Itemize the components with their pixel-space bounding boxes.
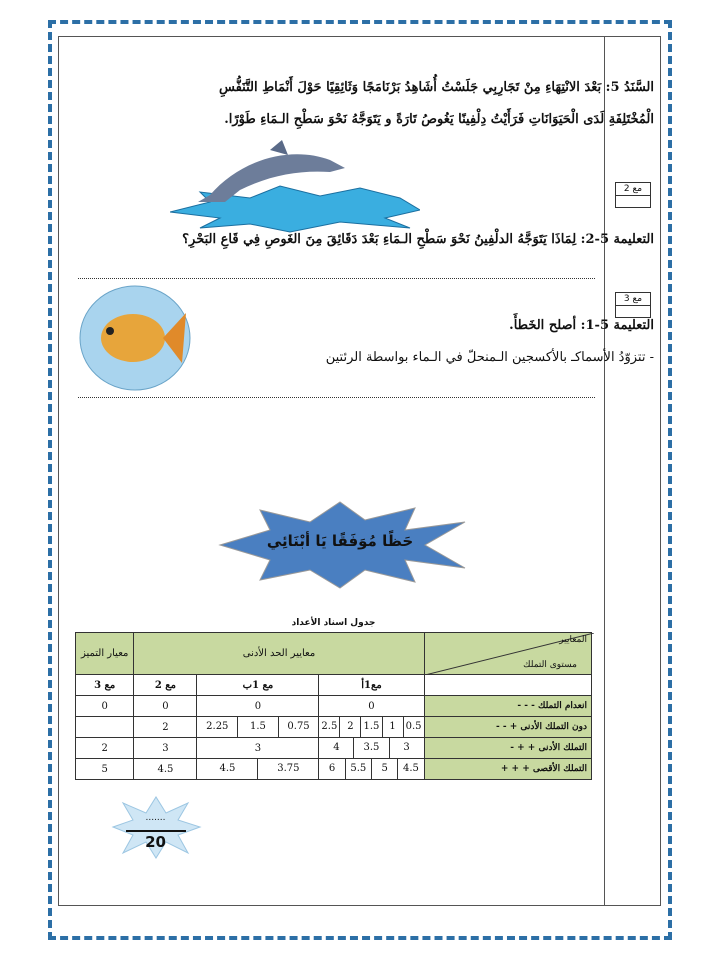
fish-image xyxy=(78,283,193,393)
table-row: التملك الأدنى + + - 3 3.5 4 3 3 2 xyxy=(76,738,592,759)
min-criteria-header: معايير الحد الأدنى xyxy=(134,633,424,675)
answer-line[interactable] xyxy=(78,397,595,398)
grade-box-m2: مع 2 xyxy=(615,182,651,208)
sanad-line-1: السَّنَدُ 5: بَعْدَ الانْتِهَاءِ مِنْ تَجَارِبِي جَلَسْتُ أُشَاهِدُ بَرْنَامَجًا وَثَائِقِيًا حَوْلَ أَنْمَاطِ التَّنَفُّسِ xyxy=(219,80,654,95)
instruction-5-2: التعليمة 5-2: لِمَاذَا يَتَوَجَّهُ الدلْفِينُ نَحْوَ سَطْحِ الـمَاءِ بَعْدَ دَقَائِقَ مِنَ الغَوصِ فِي قَاعِ البَحْرِ؟ xyxy=(182,232,654,247)
answer-line[interactable] xyxy=(78,278,595,279)
good-luck-banner: حَظًا مُوَفَقًا يَا أبْنَائِي xyxy=(200,500,480,590)
sanad-line-2: الْمُخْتَلِفَةِ لَدَى الْحَيَوَانَاتِ فَرَأَيْتُ دِلْفِينًا يَغُوصُ تَارَةً و يَتَوَجَّهُ نَحْوَ سَطْحِ الـمَاءِ طَوْرًا. xyxy=(224,112,654,127)
col-m2: مع 2 xyxy=(134,675,197,696)
corner-header: المعايير مستوى التملك xyxy=(424,633,591,675)
grading-table xyxy=(75,632,592,780)
table-row: دون التملك الأدنى + - - 0.5 1 1.5 2 2.5 0.75 1.5 2.25 2 xyxy=(76,717,592,738)
grade-box-m3: مع 3 xyxy=(615,292,651,318)
instruction-5-1: التعليمة 5-1: أصلح الخَطأَ. xyxy=(509,318,654,333)
table-caption: جدول اسناد الأعداد xyxy=(291,618,376,628)
col-m3: مع 3 xyxy=(76,675,134,696)
statement-to-correct: - تتزوّدُ الأسماكـ بالأكسجين الـمنحلّ في الـماء بواسطة الرئتين xyxy=(325,350,654,365)
score-badge: ....... 20 xyxy=(108,795,203,860)
table-row: التملك الأقصى + + + 4.5 5 5.5 6 3.75 4.5 4.5 5 xyxy=(76,759,592,780)
col-m1b: مع 1ب xyxy=(197,675,319,696)
excellence-header: معيار التميز xyxy=(76,633,134,675)
margin-divider xyxy=(604,36,605,906)
dolphin-image xyxy=(170,140,420,235)
col-m1a: مع1أ xyxy=(319,675,424,696)
table-row: انعدام التملك - - - 0 0 0 0 xyxy=(76,696,592,717)
